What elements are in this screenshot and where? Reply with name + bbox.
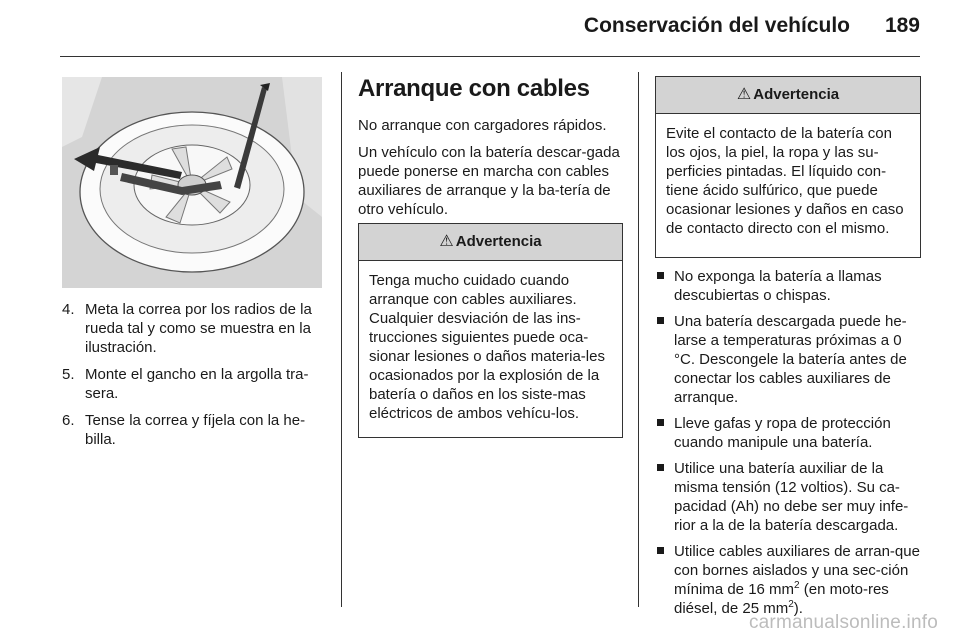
warning-triangle-icon: ⚠ [439, 233, 454, 250]
square-bullet-icon [657, 419, 664, 426]
warning-body: Evite el contacto de la batería con los ojos, la piel, la ropa y las su-perficies pintadas. El líquido con-tiene ácido sulfúrico, que puede ocasionar lesiones y daños en caso de contacto directo con el mismo. [666, 125, 904, 237]
bullet-text: Lleve gafas y ropa de protección cuando manipule una batería. [674, 415, 891, 451]
spare-wheel-illustration [62, 77, 322, 288]
warning-title: Advertencia [753, 86, 840, 103]
warning-triangle-icon: ⚠ [736, 86, 752, 103]
safety-bullet-list [655, 267, 922, 618]
bullet-item [655, 414, 922, 452]
section-heading: Arranque con cables [358, 75, 590, 102]
bullet-text: Una batería descargada puede he-larse a temperaturas próximas a 0 °C. Descongele la batería antes de conectar los cables auxiliares de arranque. [674, 313, 907, 406]
step-item [62, 300, 324, 357]
square-bullet-icon [657, 464, 664, 471]
bullet-text-part: Utilice cables auxiliares de arran-que con bornes aislados y una sec-ción mínima de 16 mm [674, 543, 920, 598]
step-item [62, 411, 324, 449]
bullet-item [655, 542, 922, 618]
bullet-item [655, 267, 922, 305]
step-text: Tense la correa y fíjela con la he-billa. [85, 412, 306, 448]
warning-box-jumpstart [358, 223, 623, 438]
middle-column [358, 76, 622, 227]
header-rule [60, 56, 920, 57]
warning-box-acid [655, 76, 921, 258]
bullet-item [655, 459, 922, 535]
warning-header [656, 77, 920, 114]
square-bullet-icon [657, 547, 664, 554]
column-divider-2 [638, 72, 639, 607]
step-text: Monte el gancho en la argolla tra-sera. [85, 366, 309, 402]
body-paragraph: Un vehículo con la batería descar-gada puede ponerse en marcha con cables auxiliares de arranque y la ba-tería de otro vehículo. [358, 144, 620, 218]
square-bullet-icon [657, 317, 664, 324]
superscript: 2 [794, 580, 800, 591]
superscript: 2 [788, 599, 794, 610]
left-column [62, 300, 324, 457]
step-number: 4. [62, 301, 75, 318]
instruction-steps [62, 300, 324, 449]
square-bullet-icon [657, 272, 664, 279]
step-item [62, 365, 324, 403]
warning-header [359, 224, 622, 261]
bullet-text-part: ). [793, 600, 803, 617]
page-number: 189 [884, 14, 920, 37]
step-number: 5. [62, 366, 75, 383]
column-divider-1 [341, 72, 342, 607]
step-number: 6. [62, 412, 75, 429]
page-title: Conservación del vehículo [583, 14, 850, 37]
watermark[interactable]: carmanualsonline.info [748, 612, 938, 633]
page-header [60, 0, 920, 58]
bullet-text [674, 543, 920, 617]
bullet-text: No exponga la batería a llamas descubiertas o chispas. [674, 268, 882, 304]
bullet-text-part: (en moto-res diésel, de 25 mm [674, 581, 889, 617]
step-text: Meta la correa por los radios de la rueda tal y como se muestra en la ilustración. [85, 301, 312, 356]
right-column [655, 267, 922, 625]
intro-paragraph: No arranque con cargadores rápidos. [358, 117, 607, 134]
warning-body: Tenga mucho cuidado cuando arranque con cables auxiliares. Cualquier desviación de las ins-trucciones siguientes puede oca-sionar lesiones o daños materia-les ocasionados por la explosión de la batería o daños en los siste-mas eléctricos de ambos vehícu-los. [369, 272, 605, 422]
bullet-item [655, 312, 922, 407]
bullet-text: Utilice una batería auxiliar de la misma tensión (12 voltios). Su ca-pacidad (Ah) no debe ser muy infe-rior a la de la batería descargada. [674, 460, 909, 534]
warning-title: Advertencia [455, 233, 542, 250]
